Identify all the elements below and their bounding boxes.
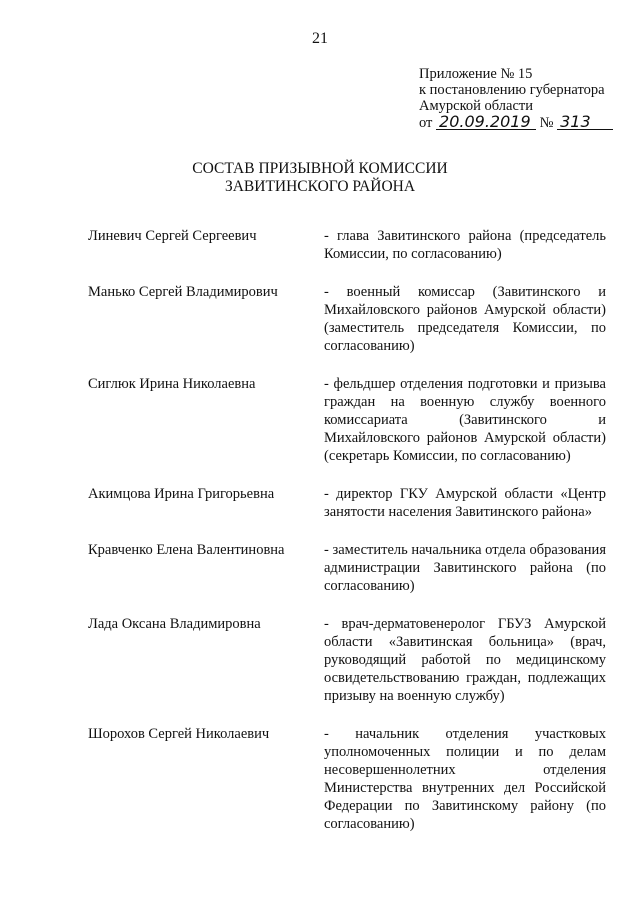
- title-line-1: СОСТАВ ПРИЗЫВНОЙ КОМИССИИ: [192, 160, 448, 177]
- appendix-block: [419, 66, 629, 131]
- appendix-reference: к постановлению губернатора: [419, 82, 605, 98]
- page-number: 21: [312, 30, 328, 47]
- member-name: Шорохов Сергей Николаевич: [88, 726, 270, 742]
- member-role: - военный комиссар (Завитинского и Михайловского районов Амурской области) (заместитель председателя Комиссии, по согласованию): [324, 284, 606, 354]
- handwritten-number: 313: [557, 114, 613, 130]
- member-row: [88, 485, 608, 521]
- member-role: - глава Завитинского района (председатель Комиссии, по согласованию): [324, 228, 606, 262]
- member-name: Линевич Сергей Сергеевич: [88, 228, 257, 244]
- handwritten-date: 20.09.2019: [436, 114, 536, 130]
- member-row: [88, 541, 608, 595]
- document-title: [0, 160, 640, 196]
- appendix-region: Амурской области: [419, 98, 533, 114]
- commission-members-list: [88, 227, 608, 833]
- member-row: [88, 615, 608, 705]
- date-prefix: от: [419, 115, 433, 131]
- member-name: Сиглюк Ирина Николаевна: [88, 376, 256, 392]
- member-row: [88, 375, 608, 465]
- member-row: [88, 725, 608, 833]
- appendix-title: Приложение № 15: [419, 66, 533, 82]
- member-role: - заместитель начальника отдела образования администрации Завитинского района (по согласованию): [324, 542, 606, 594]
- title-line-2: ЗАВИТИНСКОГО РАЙОНА: [224, 178, 416, 195]
- appendix-date-line: [419, 114, 629, 131]
- member-role: - начальник отделения участковых уполномоченных полиции и по делам несовершеннолетних отделения Министерства внутренних дел Российской Федерации по Завитинскому району (по согласованию): [324, 726, 606, 832]
- member-name: Акимцова Ирина Григорьевна: [88, 486, 275, 502]
- member-row: [88, 227, 608, 263]
- member-row: [88, 283, 608, 355]
- member-name: Лада Оксана Владимировна: [88, 616, 261, 632]
- member-role: - директор ГКУ Амурской области «Центр занятости населения Завитинского района»: [324, 486, 606, 520]
- member-name: Манько Сергей Владимирович: [88, 284, 278, 300]
- member-role: - фельдшер отделения подготовки и призыва граждан на военную службу военного комиссариата (Завитинского и Михайловского районов Амурской области) (секретарь Комиссии, по согласованию): [324, 376, 606, 464]
- member-role: - врач-дерматовенеролог ГБУЗ Амурской области «Завитинская больница» (врач, руководящий работой по медицинскому освидетельствованию граждан, подлежащих призыву на военную службу): [324, 616, 606, 704]
- member-name: Кравченко Елена Валентиновна: [88, 542, 285, 558]
- number-prefix: №: [539, 115, 554, 131]
